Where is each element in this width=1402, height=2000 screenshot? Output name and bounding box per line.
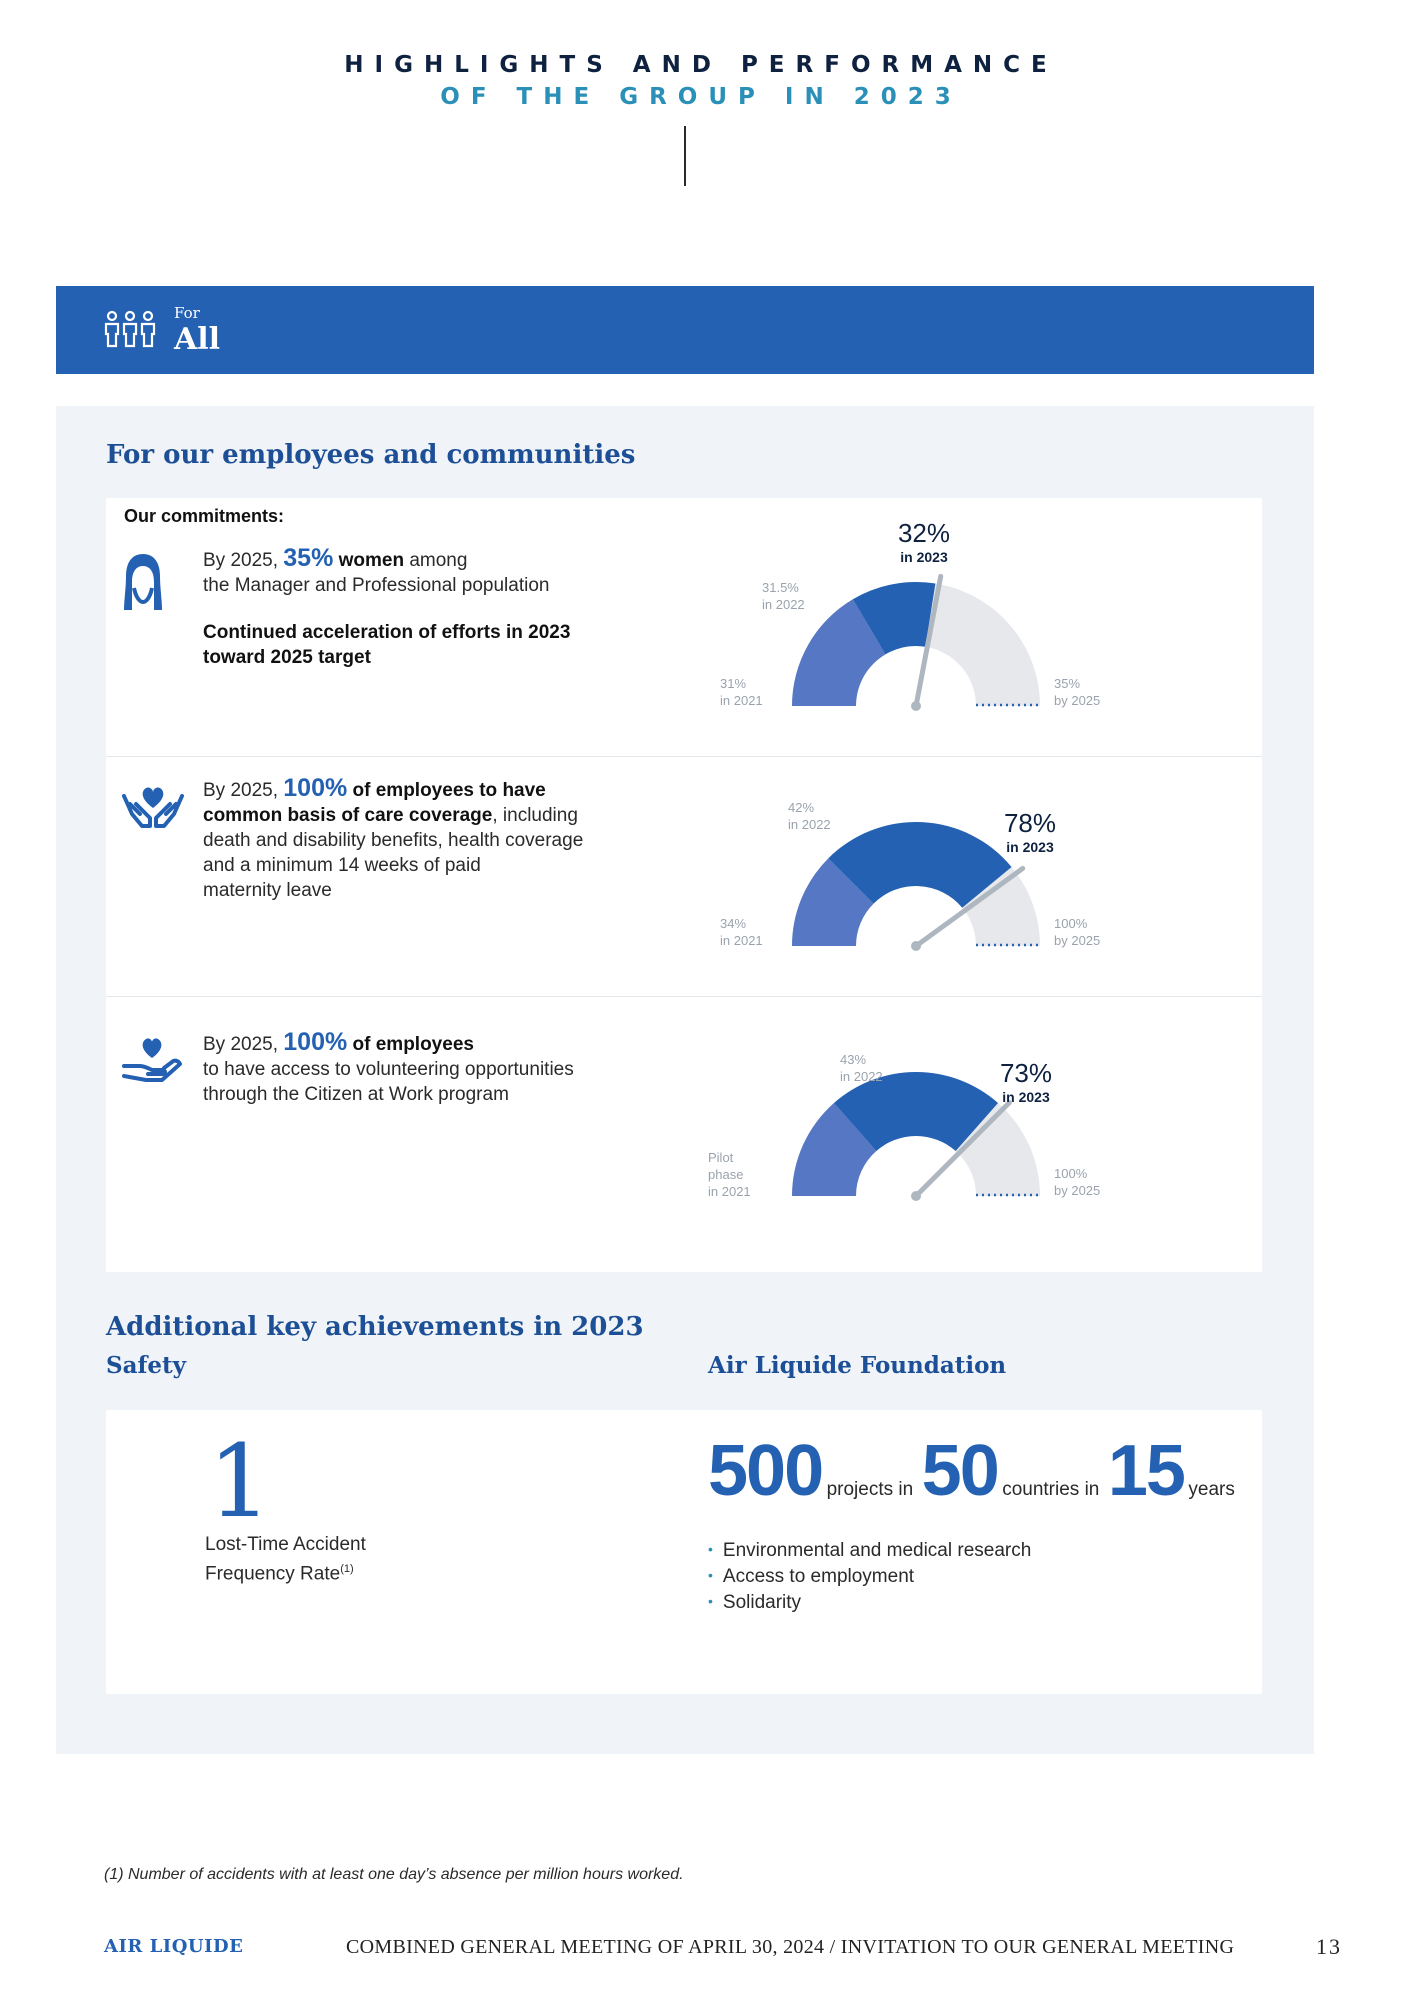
target-label: by 2025	[1054, 933, 1101, 948]
years-value: 15	[1107, 1431, 1184, 1511]
commitment-highlight: 35%	[283, 544, 334, 572]
section-title: For our employees and communities	[106, 440, 636, 470]
commitment-volunteering	[203, 1030, 623, 1107]
commitment-bold: of employees to have	[352, 780, 546, 801]
people-icon	[104, 310, 156, 350]
current-value: 32%	[897, 520, 951, 548]
commitment-rest-line: maternity leave	[203, 880, 332, 901]
heart-in-hand-icon	[122, 1034, 182, 1084]
base-value: 34%	[720, 916, 747, 931]
commitment-rest-line: the Manager and Professional population	[203, 575, 550, 596]
current-label: in 2023	[1006, 839, 1054, 855]
commitment-care-coverage	[203, 776, 623, 903]
base-label: in 2021	[720, 933, 763, 948]
page-header	[0, 52, 1402, 110]
prev-label: in 2022	[762, 597, 805, 612]
footer-brand: AIR LIQUIDE	[104, 1936, 244, 1957]
foundation-bullets	[708, 1538, 1031, 1616]
commitment-highlight: 100%	[283, 1028, 348, 1056]
safety-value: 1	[208, 1423, 272, 1540]
countries-word: countries in	[1002, 1479, 1100, 1500]
gauge-volunteering	[700, 1010, 1140, 1210]
commitment-bold: common basis of care coverage	[203, 805, 493, 826]
header-line-1: HIGHLIGHTS AND PERFORMANCE	[344, 52, 1058, 78]
commitment-prefix: By 2025,	[203, 780, 278, 801]
gauge-women	[700, 520, 1140, 720]
commitments-title: Our commitments:	[124, 506, 285, 526]
commitment-rest: among	[404, 550, 468, 571]
banner-all-label: All	[174, 322, 221, 357]
commitment-prefix: By 2025,	[203, 1034, 278, 1055]
prev-label: in 2022	[788, 817, 831, 832]
gauge-svg	[700, 1010, 1140, 1210]
current-value: 78%	[1003, 808, 1057, 838]
heart-hands-icon	[122, 782, 184, 832]
header-divider	[684, 126, 686, 186]
commitment-rest-line: death and disability benefits, health coverage	[203, 830, 584, 851]
page-number: 13	[1316, 1934, 1342, 1959]
additional-title: Additional key achievements in 2023	[106, 1312, 644, 1342]
target-label: by 2025	[1054, 1183, 1101, 1198]
base-value: phase	[708, 1167, 744, 1182]
commitment-note	[203, 620, 623, 670]
commitment-bold: of employees	[352, 1034, 474, 1055]
safety-title: Safety	[106, 1352, 187, 1379]
target-value: 35%	[1054, 676, 1081, 691]
gauge-svg	[700, 760, 1140, 960]
gauge-hub	[911, 941, 921, 951]
foundation-stats	[708, 1430, 1239, 1512]
note-line: Continued acceleration of efforts in 2023	[203, 622, 571, 643]
footer-title: COMBINED GENERAL MEETING OF APRIL 30, 2024 / INVITATION TO OUR GENERAL MEETING	[346, 1936, 1235, 1958]
footnote: (1) Number of accidents with at least one day’s absence per million hours worked.	[104, 1866, 684, 1883]
list-item: • Solidarity	[708, 1590, 1031, 1616]
current-label: in 2023	[900, 549, 948, 565]
woman-icon	[122, 552, 164, 612]
prev-value: 31.5%	[762, 580, 799, 595]
projects-value: 500	[708, 1431, 823, 1511]
commitment-rest-line: to have access to volunteering opportunities	[203, 1059, 574, 1080]
target-value: 100%	[1054, 1166, 1088, 1181]
base-value: 31%	[720, 676, 747, 691]
safety-label	[205, 1532, 366, 1586]
footnote-ref: (1)	[340, 1563, 354, 1575]
base-label: in 2021	[720, 693, 763, 708]
base-value: Pilot	[708, 1150, 734, 1165]
years-word: years	[1188, 1479, 1235, 1500]
countries-value: 50	[921, 1431, 998, 1511]
target-value: 100%	[1054, 916, 1088, 931]
gauge-care-coverage	[700, 760, 1140, 960]
commitment-highlight: 100%	[283, 774, 348, 802]
prev-value: 42%	[788, 800, 815, 815]
card-divider	[106, 996, 1262, 997]
card-divider	[106, 756, 1262, 757]
prev-value: 43%	[840, 1052, 867, 1067]
banner-for-label: For	[174, 304, 200, 322]
safety-label-line: Lost-Time Accident	[205, 1534, 366, 1555]
list-item: • Access to employment	[708, 1564, 1031, 1590]
current-label: in 2023	[1002, 1089, 1050, 1105]
list-item: • Environmental and medical research	[708, 1538, 1031, 1564]
commitment-prefix: By 2025,	[203, 550, 278, 571]
commitment-women	[203, 546, 623, 670]
gauge-hub	[911, 1191, 921, 1201]
gauge-svg	[700, 520, 1140, 720]
target-label: by 2025	[1054, 693, 1101, 708]
prev-label: in 2022	[840, 1069, 883, 1084]
gauge-hub	[911, 701, 921, 711]
commitment-rest: , including	[492, 805, 578, 826]
foundation-title: Air Liquide Foundation	[708, 1352, 1007, 1379]
safety-label-line: Frequency Rate	[205, 1563, 341, 1585]
current-value: 73%	[999, 1058, 1053, 1088]
commitment-bold: women	[338, 550, 405, 571]
projects-word: projects in	[826, 1479, 914, 1500]
base-label: in 2021	[708, 1184, 751, 1199]
header-line-2: OF THE GROUP IN 2023	[440, 84, 962, 110]
commitment-rest-line: and a minimum 14 weeks of paid	[203, 855, 481, 876]
commitment-rest-line: through the Citizen at Work program	[203, 1084, 509, 1105]
note-line: toward 2025 target	[203, 647, 371, 668]
for-all-banner	[56, 286, 1314, 374]
